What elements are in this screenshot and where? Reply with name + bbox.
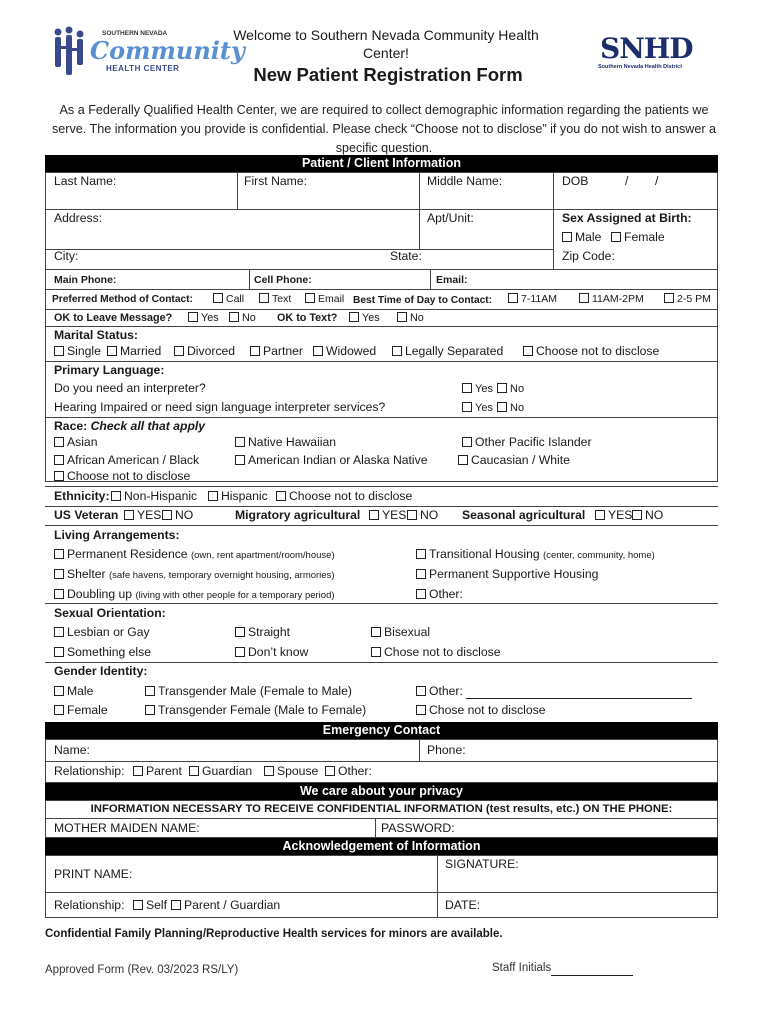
ethnicity-choose-not[interactable]: Choose not to disclose	[276, 489, 412, 504]
address-label: Address:	[54, 211, 103, 225]
gender-label: Gender Identity:	[54, 664, 148, 678]
checkbox-icon	[111, 491, 121, 501]
logo-bottom-text: HEALTH CENTER	[106, 64, 180, 73]
checkbox-icon	[188, 312, 198, 322]
schc-logo	[52, 26, 245, 78]
living-transitional-note: (center, community, home)	[543, 550, 655, 561]
checkbox-icon	[54, 686, 64, 696]
apt-label: Apt/Unit:	[427, 211, 474, 225]
living-label: Living Arrangements:	[54, 528, 180, 542]
checkbox-icon	[497, 383, 507, 393]
checkbox-icon	[462, 437, 472, 447]
checkbox-icon	[54, 455, 64, 465]
checkbox-icon	[462, 402, 472, 412]
living-transitional[interactable]: Transitional Housing (center, community, home)	[416, 547, 655, 563]
checkbox-icon	[416, 549, 426, 559]
checkbox-icon	[497, 402, 507, 412]
marital-married[interactable]: Married	[107, 344, 161, 359]
city-label: City:	[54, 249, 79, 263]
snhd-logo	[598, 24, 698, 76]
checkbox-icon	[229, 312, 239, 322]
checkbox-icon	[235, 647, 245, 657]
emergency-relationship-label: Relationship:	[54, 764, 125, 778]
checkbox-icon	[235, 455, 245, 465]
emergency-spouse[interactable]: Spouse	[264, 764, 318, 779]
dob-sep-1: /	[625, 174, 629, 188]
checkbox-icon	[416, 705, 426, 715]
checkbox-icon	[349, 312, 359, 322]
best-time-label: Best Time of Day to Contact:	[353, 295, 493, 306]
first-name-label: First Name:	[244, 174, 307, 188]
checkbox-icon	[54, 346, 64, 356]
checkbox-icon	[250, 346, 260, 356]
checkbox-icon	[523, 346, 533, 356]
gender-trans-male[interactable]: Transgender Male (Female to Male)	[145, 684, 352, 699]
snhd-logo-text: SNHD	[600, 32, 693, 65]
checkbox-icon	[369, 510, 379, 520]
checkbox-icon	[54, 647, 64, 657]
race-other-pacific[interactable]: Other Pacific Islander	[462, 435, 592, 450]
orientation-lesbian-gay[interactable]: Lesbian or Gay	[54, 625, 150, 640]
checkbox-icon	[632, 510, 642, 520]
sex-female-option[interactable]: Female	[611, 230, 665, 245]
checkbox-icon	[407, 510, 417, 520]
checkbox-icon	[145, 686, 155, 696]
checkbox-icon	[579, 293, 589, 303]
checkbox-icon	[133, 900, 143, 910]
gender-male[interactable]: Male	[54, 684, 93, 699]
checkbox-icon	[145, 705, 155, 715]
race-label: Race: Check all that apply	[54, 419, 206, 433]
dob-label: DOB	[562, 174, 589, 188]
ethnicity-label: Ethnicity:	[54, 489, 110, 503]
checkbox-icon	[107, 346, 117, 356]
password-label: PASSWORD:	[381, 821, 455, 835]
checkbox-icon	[462, 383, 472, 393]
checkbox-icon	[235, 627, 245, 637]
emergency-name-label: Name:	[54, 743, 90, 757]
logo-main-text: Community	[90, 36, 245, 65]
checkbox-icon	[392, 346, 402, 356]
ethnicity-non-hispanic[interactable]: Non-Hispanic	[111, 489, 197, 504]
migratory-label: Migratory agricultural	[235, 508, 361, 522]
privacy-bar: We care about your privacy	[45, 783, 718, 800]
checkbox-icon	[54, 627, 64, 637]
people-icon	[52, 26, 88, 78]
orientation-straight[interactable]: Straight	[235, 625, 290, 640]
race-caucasian[interactable]: Caucasian / White	[458, 453, 570, 468]
living-other[interactable]: Other:	[416, 587, 463, 602]
living-doubling[interactable]: Doubling up (living with other people for a temporary period)	[54, 587, 335, 603]
hearing-question: Hearing Impaired or need sign language interpreter services?	[54, 400, 386, 414]
race-african-american[interactable]: African American / Black	[54, 453, 199, 468]
main-phone-label: Main Phone:	[54, 274, 117, 286]
ok-text-yes[interactable]: Yes	[349, 311, 380, 326]
print-name-label: PRINT NAME:	[54, 867, 133, 881]
checkbox-icon	[54, 569, 64, 579]
checkbox-icon	[124, 510, 134, 520]
seasonal-yes[interactable]: YES	[595, 508, 632, 523]
emergency-bar: Emergency Contact	[45, 722, 718, 739]
privacy-info-text: INFORMATION NECESSARY TO RECEIVE CONFIDENTIAL INFORMATION (test results, etc.) ON THE PHONE:	[90, 803, 673, 815]
pref-email-option[interactable]: Email	[305, 292, 344, 307]
staff-initials	[492, 961, 633, 976]
approved-form-text: Approved Form (Rev. 03/2023 RS/LY)	[45, 964, 239, 976]
checkbox-icon	[189, 766, 199, 776]
ack-parent-guardian[interactable]: Parent / Guardian	[171, 898, 280, 913]
marital-label: Marital Status:	[54, 328, 138, 342]
gender-trans-female[interactable]: Transgender Female (Male to Female)	[145, 703, 366, 718]
ethnicity-hispanic[interactable]: Hispanic	[208, 489, 268, 504]
gender-other-line[interactable]	[466, 686, 692, 699]
emergency-parent[interactable]: Parent	[133, 764, 182, 779]
checkbox-icon	[371, 627, 381, 637]
ok-message-no[interactable]: No	[229, 311, 256, 326]
snhd-logo-sub: Southern Nevada Health District	[598, 64, 683, 70]
checkbox-icon	[54, 471, 64, 481]
orientation-chose-not[interactable]: Chose not to disclose	[371, 645, 501, 660]
cell-phone-label: Cell Phone:	[254, 274, 312, 286]
checkbox-icon	[133, 766, 143, 776]
last-name-label: Last Name:	[54, 174, 117, 188]
checkbox-icon	[54, 705, 64, 715]
checkbox-icon	[508, 293, 518, 303]
hearing-yes[interactable]: Yes	[462, 401, 493, 416]
marital-divorced[interactable]: Divorced	[174, 344, 235, 359]
living-supportive[interactable]: Permanent Supportive Housing	[416, 567, 598, 582]
state-label: State:	[390, 249, 422, 263]
sex-male-option[interactable]: Male	[562, 230, 601, 245]
ack-self[interactable]: Self	[133, 898, 167, 913]
checkbox-icon	[416, 686, 426, 696]
emergency-phone-label: Phone:	[427, 743, 466, 757]
ack-relationship-label: Relationship:	[54, 898, 125, 912]
checkbox-icon	[235, 437, 245, 447]
race-note: Check all that apply	[90, 419, 206, 433]
acknowledgement-bar: Acknowledgement of Information	[45, 838, 718, 855]
staff-initials-label: Staff Initials	[492, 962, 552, 974]
checkbox-icon	[54, 437, 64, 447]
seasonal-label: Seasonal agricultural	[462, 508, 586, 522]
ok-message-label: OK to Leave Message?	[54, 312, 173, 324]
veteran-label: US Veteran	[54, 508, 119, 522]
living-permanent[interactable]: Permanent Residence (own, rent apartment/room/house)	[54, 547, 335, 563]
checkbox-icon	[611, 232, 621, 242]
time-option-2[interactable]: 11AM-2PM	[579, 292, 644, 307]
patient-info-bar: Patient / Client Information	[45, 155, 718, 172]
checkbox-icon	[276, 491, 286, 501]
living-shelter-note: (safe havens, temporary overnight housing, armories)	[109, 570, 335, 581]
living-shelter[interactable]: Shelter (safe havens, temporary overnight housing, armories)	[54, 567, 334, 583]
pref-contact-label: Preferred Method of Contact:	[52, 294, 193, 305]
maiden-name-label: MOTHER MAIDEN NAME:	[54, 821, 200, 835]
marital-partner[interactable]: Partner	[250, 344, 303, 359]
marital-separated[interactable]: Legally Separated	[392, 344, 503, 359]
page-title: New Patient Registration Form	[253, 64, 523, 85]
marital-single[interactable]: Single	[54, 344, 101, 359]
intro-text: As a Federally Qualified Health Center, we are required to collect demographic information regarding the patients we serve. The information you provide is confidential. Please check “Choose not to disclose” if you do not wish to answer a specific question.	[51, 103, 717, 155]
seasonal-no[interactable]: NO	[632, 508, 663, 523]
orientation-label: Sexual Orientation:	[54, 606, 166, 620]
signature-label: SIGNATURE:	[445, 857, 519, 871]
race-american-indian[interactable]: American Indian or Alaska Native	[235, 453, 428, 468]
language-label: Primary Language:	[54, 363, 165, 377]
living-doubling-note: (living with other people for a temporary period)	[135, 590, 335, 601]
veteran-yes[interactable]: YES	[124, 508, 161, 523]
checkbox-icon	[562, 232, 572, 242]
race-asian[interactable]: Asian	[54, 435, 98, 450]
checkbox-icon	[416, 589, 426, 599]
checkbox-icon	[259, 293, 269, 303]
checkbox-icon	[54, 549, 64, 559]
time-option-1[interactable]: 7-11AM	[508, 292, 557, 307]
orientation-something-else[interactable]: Something else	[54, 645, 151, 660]
living-permanent-note: (own, rent apartment/room/house)	[190, 550, 335, 561]
ack-date-label: DATE:	[445, 898, 480, 912]
hearing-no[interactable]: No	[497, 401, 524, 416]
welcome-text: Welcome to Southern Nevada Community Health Center!	[233, 27, 539, 61]
checkbox-icon	[208, 491, 218, 501]
dob-sep-2: /	[655, 174, 659, 188]
checkbox-icon	[416, 569, 426, 579]
emergency-other[interactable]: Other:	[325, 764, 372, 779]
marital-choose-not[interactable]: Choose not to disclose	[523, 344, 659, 359]
logo-top-text: SOUTHERN NEVADA	[102, 30, 168, 37]
checkbox-icon	[313, 346, 323, 356]
interpreter-yes[interactable]: Yes	[462, 382, 493, 397]
confidential-note: Confidential Family Planning/Reproductive Health services for minors are available.	[45, 928, 503, 940]
zip-label: Zip Code:	[562, 249, 615, 263]
ok-message-yes[interactable]: Yes	[188, 311, 219, 326]
staff-initials-line[interactable]	[551, 963, 633, 976]
interpreter-question: Do you need an interpreter?	[54, 381, 206, 395]
orientation-dont-know[interactable]: Don’t know	[235, 645, 308, 660]
checkbox-icon	[264, 766, 274, 776]
email-label: Email:	[436, 274, 468, 286]
checkbox-icon	[325, 766, 335, 776]
migratory-no[interactable]: NO	[407, 508, 438, 523]
gender-chose-not[interactable]: Chose not to disclose	[416, 703, 546, 718]
checkbox-icon	[213, 293, 223, 303]
ok-text-no[interactable]: No	[397, 311, 424, 326]
race-native-hawaiian[interactable]: Native Hawaiian	[235, 435, 336, 450]
checkbox-icon	[162, 510, 172, 520]
orientation-bisexual[interactable]: Bisexual	[371, 625, 430, 640]
checkbox-icon	[664, 293, 674, 303]
checkbox-icon	[397, 312, 407, 322]
gender-female[interactable]: Female	[54, 703, 108, 718]
pref-text-option[interactable]: Text	[259, 292, 291, 307]
checkbox-icon	[458, 455, 468, 465]
checkbox-icon	[595, 510, 605, 520]
migratory-yes[interactable]: YES	[369, 508, 406, 523]
checkbox-icon	[371, 647, 381, 657]
veteran-no[interactable]: NO	[162, 508, 193, 523]
race-choose-not[interactable]: Choose not to disclose	[54, 469, 190, 484]
marital-widowed[interactable]: Widowed	[313, 344, 376, 359]
ok-text-label: OK to Text?	[277, 312, 338, 324]
time-option-3[interactable]: 2-5 PM	[664, 292, 711, 307]
checkbox-icon	[54, 589, 64, 599]
checkbox-icon	[171, 900, 181, 910]
interpreter-no[interactable]: No	[497, 382, 524, 397]
pref-call-option[interactable]: Call	[213, 292, 244, 307]
sex-label: Sex Assigned at Birth:	[562, 211, 692, 225]
emergency-guardian[interactable]: Guardian	[189, 764, 252, 779]
checkbox-icon	[174, 346, 184, 356]
middle-name-label: Middle Name:	[427, 174, 503, 188]
checkbox-icon	[305, 293, 315, 303]
gender-other[interactable]: Other:	[416, 684, 692, 699]
